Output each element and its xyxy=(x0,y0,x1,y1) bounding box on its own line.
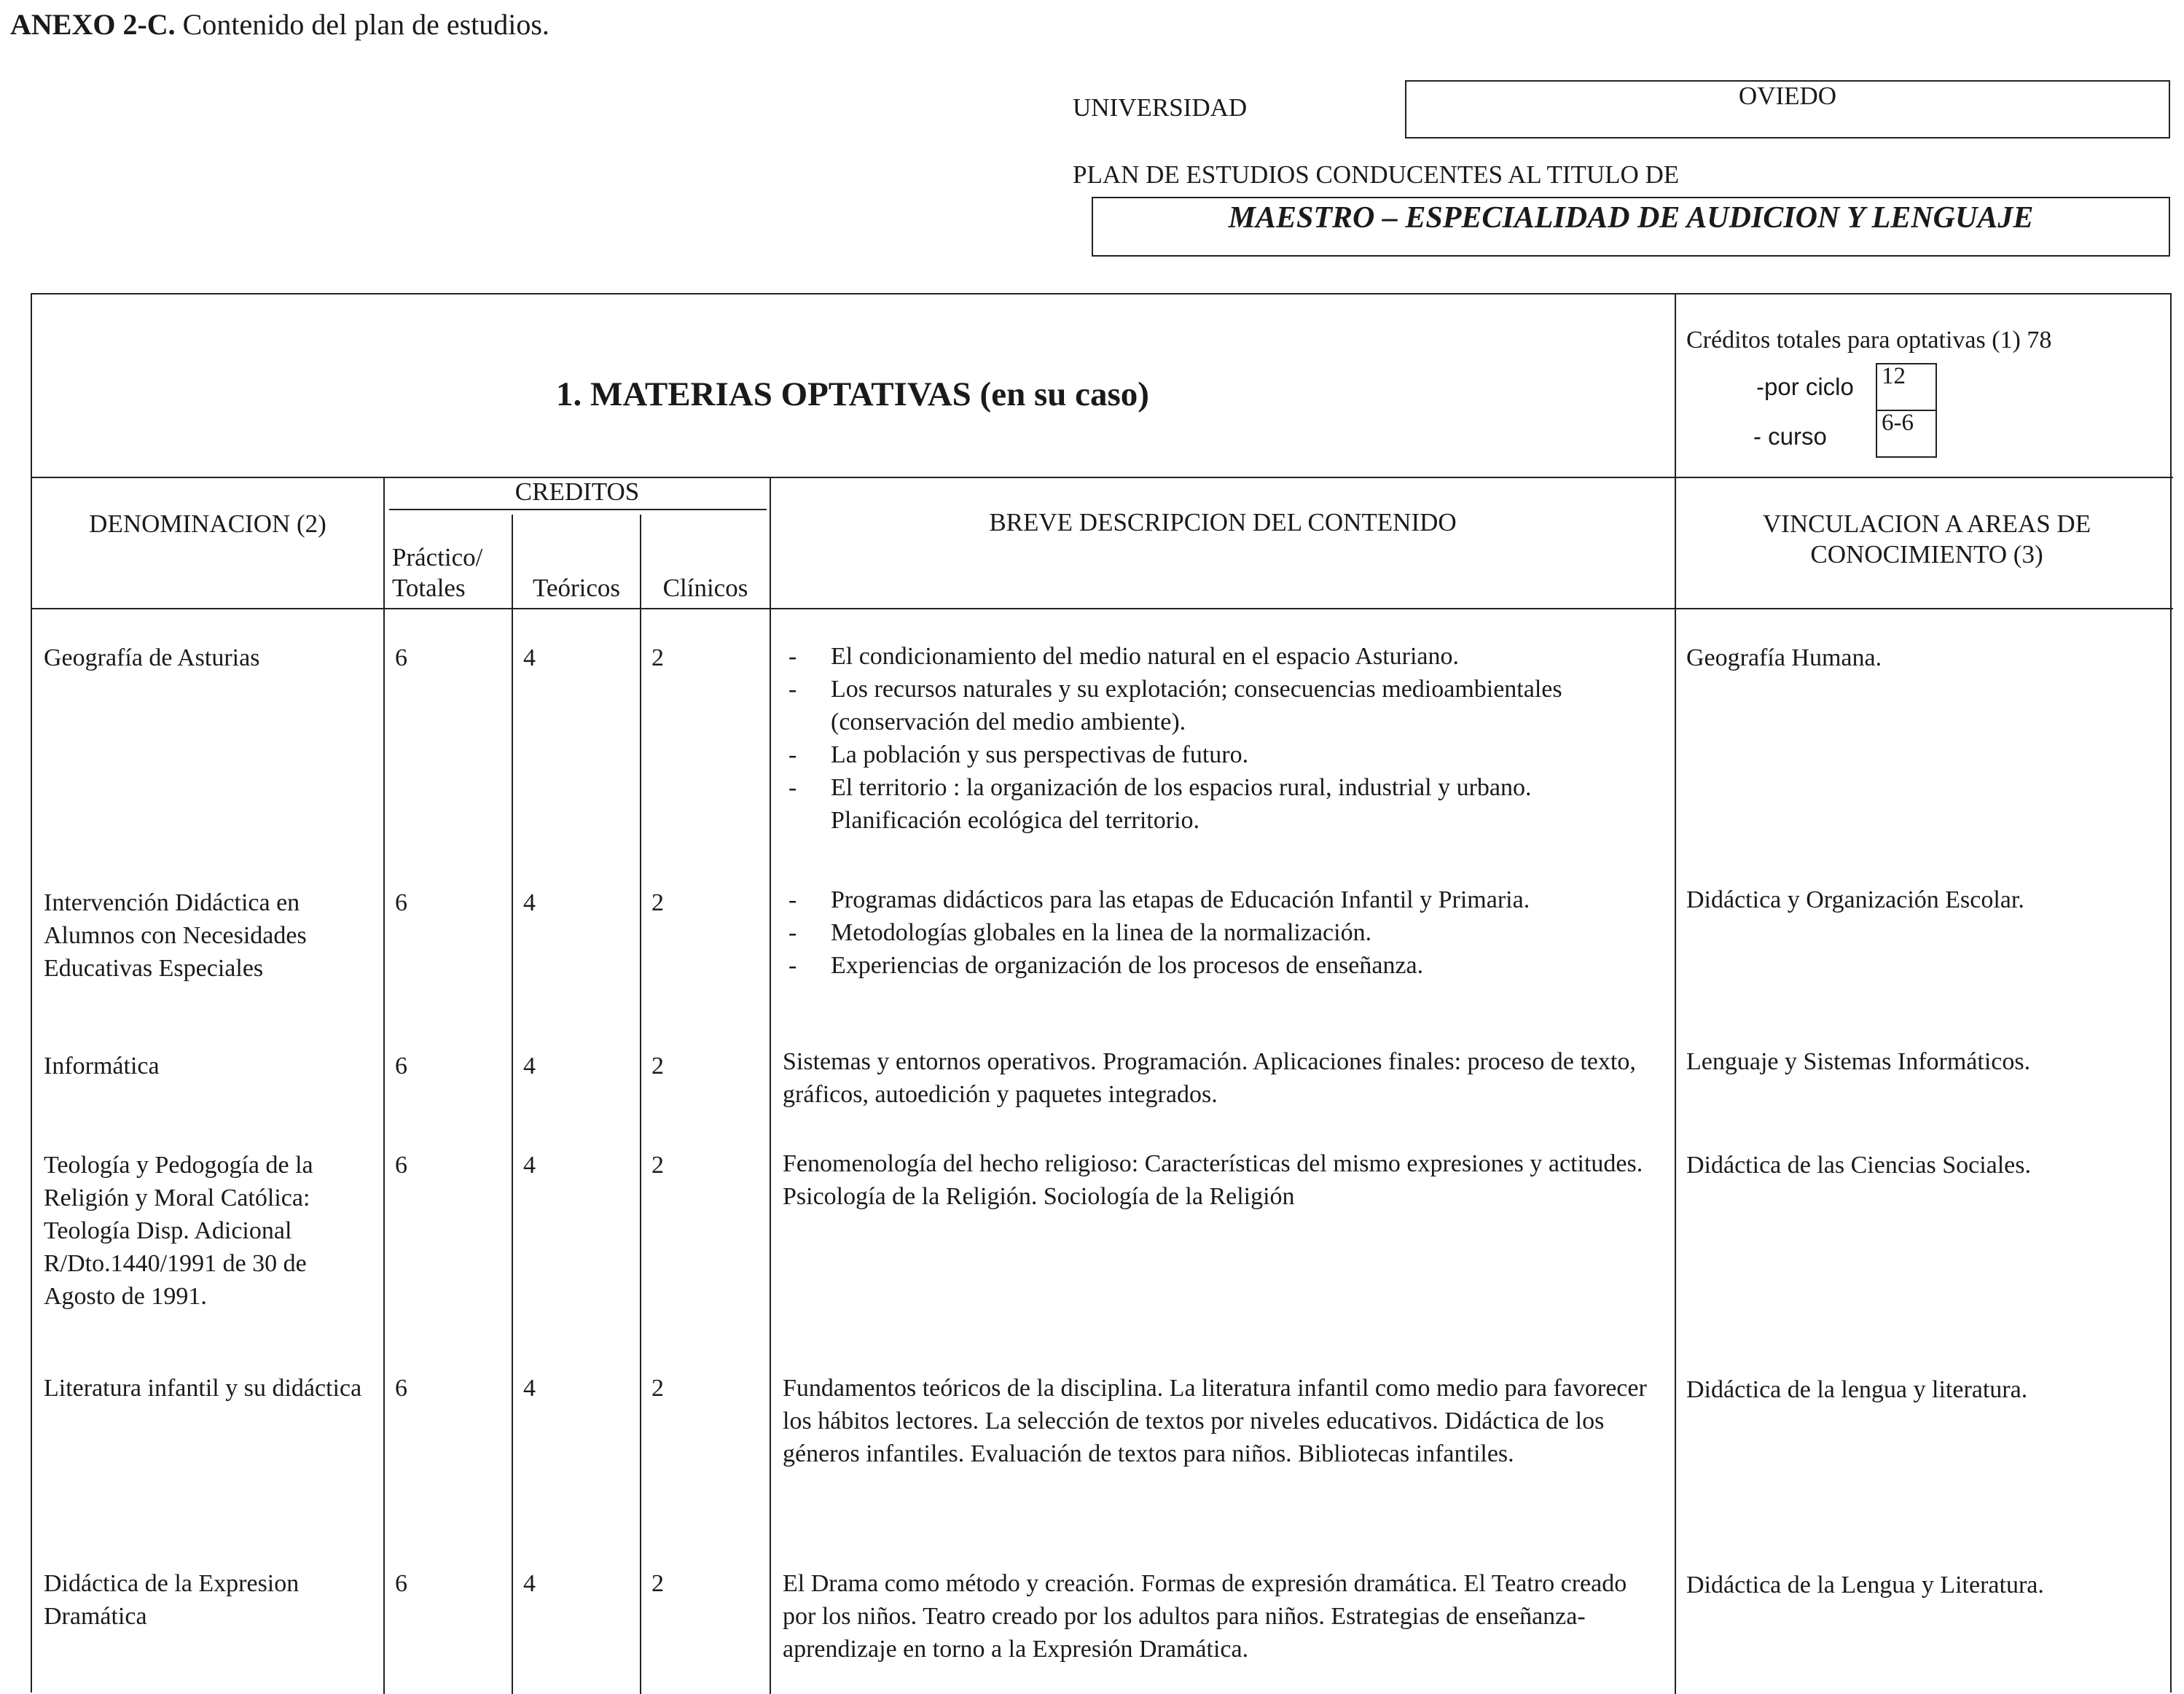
optativas-table xyxy=(31,293,2172,1693)
list-item: - Los recursos naturales y su explotación; consecuencias medioambientales (conservación del medio ambiente). xyxy=(783,673,1657,738)
row-5-clinicos: 2 xyxy=(651,1375,664,1402)
curso-box: 6-6 xyxy=(1876,410,1937,458)
row-5-description: Fundamentos teóricos de la disciplina. La literatura infantil como medio para favorecer los hábitos lectores. La selección de textos por niveles educativos. Didáctica de los géneros infantiles. Evaluación de textos para niños. Bibliotecas infantiles. xyxy=(783,1375,1647,1467)
desc-column-divider xyxy=(770,477,771,1694)
row-2-description-list xyxy=(783,883,1657,982)
col-vinculacion: VINCULACION A AREAS DE CONOCIMIENTO (3) xyxy=(1762,510,2091,569)
universidad-value-box: OVIEDO xyxy=(1405,80,2170,138)
teoricos-column-divider xyxy=(512,515,513,1694)
row-4-totales: 6 xyxy=(395,1152,407,1179)
row-5-area: Didáctica de la lengua y literatura. xyxy=(1686,1376,2028,1403)
row-1-area: Geografía Humana. xyxy=(1686,644,1882,671)
list-item: - El territorio : la organización de los espacios rural, industrial y urbano. Planificación ecológica del territorio. xyxy=(783,771,1657,837)
row-1-description-list xyxy=(783,640,1657,837)
row-2-clinicos: 2 xyxy=(651,889,664,916)
row-2-totales: 6 xyxy=(395,889,407,916)
list-item: - Metodologías globales en la linea de la normalización. xyxy=(783,916,1657,949)
list-item: - Programas didácticos para las etapas de Educación Infantil y Primaria. xyxy=(783,883,1657,916)
list-item: - Experiencias de organización de los procesos de enseñanza. xyxy=(783,949,1657,982)
degree-title-box: MAESTRO – ESPECIALIDAD DE AUDICION Y LENGUAJE xyxy=(1092,197,2170,257)
row-2-area: Didáctica y Organización Escolar. xyxy=(1686,886,2024,913)
row-3-totales: 6 xyxy=(395,1053,407,1080)
plan-label: PLAN DE ESTUDIOS CONDUCENTES AL TITULO DE xyxy=(1073,160,1680,189)
row-4-name: Teología y Pedogogía de la Religión y Moral Católica: Teología Disp. Adicional R/Dto.1440/1991 de 30 de Agosto de 1991. xyxy=(44,1152,313,1310)
list-item: - La población y sus perspectivas de futuro. xyxy=(783,738,1657,771)
column-header-divider xyxy=(32,608,2173,609)
row-3-name: Informática xyxy=(44,1053,160,1080)
annex-description: Contenido del plan de estudios. xyxy=(182,8,549,41)
row-2-name: Intervención Didáctica en Alumnos con Necesidades Educativas Especiales xyxy=(44,889,307,982)
row-5-name: Literatura infantil y su didáctica xyxy=(44,1375,362,1402)
row-1-name: Geografía de Asturias xyxy=(44,644,260,671)
area-column-divider xyxy=(1675,294,1676,1694)
row-5-totales: 6 xyxy=(395,1375,407,1402)
row-1-clinicos: 2 xyxy=(651,644,664,671)
col-denominacion: DENOMINACION (2) xyxy=(89,510,326,538)
row-1-teoricos: 4 xyxy=(523,644,536,671)
row-6-area: Didáctica de la Lengua y Literatura. xyxy=(1686,1572,2044,1599)
totales-column-divider xyxy=(383,477,385,1694)
row-6-totales: 6 xyxy=(395,1570,407,1597)
creditos-totales: Créditos totales para optativas (1) 78 xyxy=(1686,327,2052,354)
annex-label: ANEXO 2-C. xyxy=(10,8,176,41)
universidad-label: UNIVERSIDAD xyxy=(1073,93,1248,122)
row-6-clinicos: 2 xyxy=(651,1570,664,1597)
por-ciclo-label: -por ciclo xyxy=(1756,373,1854,400)
row-6-teoricos: 4 xyxy=(523,1570,536,1597)
col-creditos: CREDITOS xyxy=(514,477,640,506)
row-3-area: Lenguaje y Sistemas Informáticos. xyxy=(1686,1048,2031,1075)
por-ciclo-box: 12 xyxy=(1876,363,1937,411)
row-3-description: Sistemas y entornos operativos. Programación. Aplicaciones finales: proceso de texto, gráficos, autoedición y paquetes integrados. xyxy=(783,1048,1636,1108)
creditos-underline xyxy=(389,509,767,510)
col-descripcion: BREVE DESCRIPCION DEL CONTENIDO xyxy=(989,508,1457,536)
annex-heading xyxy=(10,7,549,42)
row-3-teoricos: 4 xyxy=(523,1053,536,1080)
row-6-name: Didáctica de la Expresion Dramática xyxy=(44,1570,300,1630)
curso-label: - curso xyxy=(1753,423,1827,450)
row-3-clinicos: 2 xyxy=(651,1053,664,1080)
section-title: 1. MATERIAS OPTATIVAS (en su caso) xyxy=(556,375,1149,413)
row-2-teoricos: 4 xyxy=(523,889,536,916)
row-4-clinicos: 2 xyxy=(651,1152,664,1179)
col-totales: Práctico/ Totales xyxy=(392,543,483,602)
clinicos-column-divider xyxy=(640,515,641,1694)
col-clinicos: Clínicos xyxy=(662,574,748,602)
row-4-area: Didáctica de las Ciencias Sociales. xyxy=(1686,1152,2031,1179)
row-5-teoricos: 4 xyxy=(523,1375,536,1402)
col-teoricos: Teóricos xyxy=(532,574,620,602)
row-1-totales: 6 xyxy=(395,644,407,671)
row-4-teoricos: 4 xyxy=(523,1152,536,1179)
row-4-description: Fenomenología del hecho religioso: Características del mismo expresiones y actitudes. Psicología de la Religión. Sociología de la Religión xyxy=(783,1150,1643,1210)
header-divider xyxy=(32,477,2173,478)
row-6-description: El Drama como método y creación. Formas de expresión dramática. El Teatro creado por los niños. Teatro creado por los adultos para niños. Estrategias de enseñanza-aprendizaje en torno a la Expresión Dramática. xyxy=(783,1570,1627,1663)
list-item: - El condicionamiento del medio natural en el espacio Asturiano. xyxy=(783,640,1657,673)
